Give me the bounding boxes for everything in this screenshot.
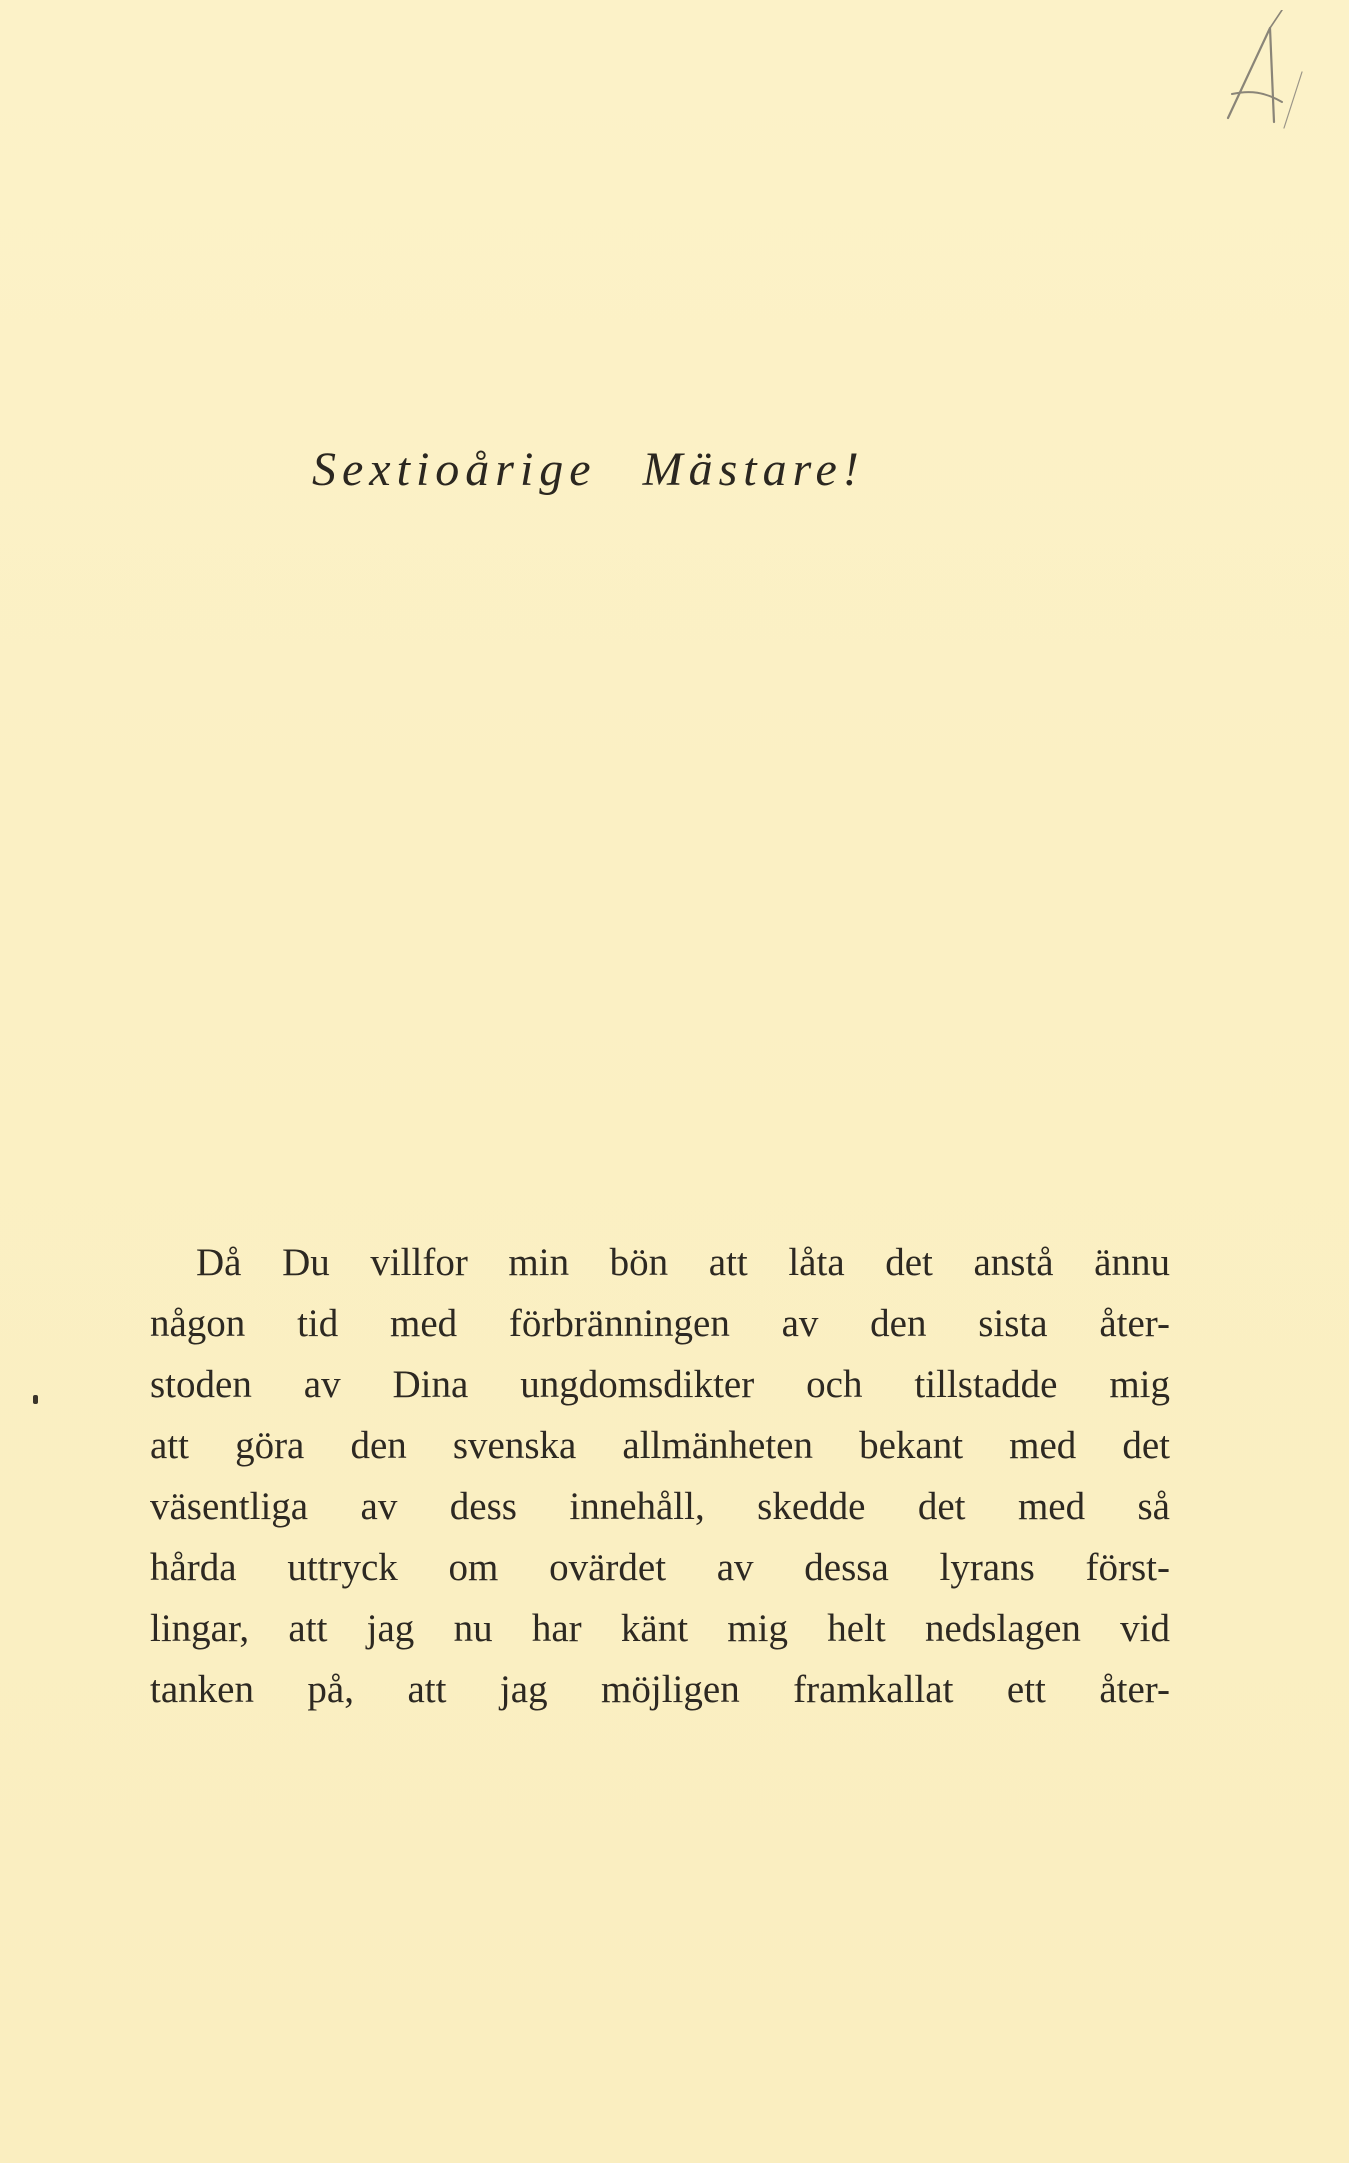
text-line: lingar, att jag nu har känt mig helt nedslagen vid [150,1607,1170,1650]
text-line: väsentliga av dess innehåll, skedde det med så [150,1485,1170,1528]
text-line: Då Du villfor min bön att låta det anstå ännu [196,1241,1170,1284]
text-line: någon tid med förbränningen av den sista åter- [150,1302,1170,1345]
text-line: hårda uttryck om ovärdet av dessa lyrans först- [150,1546,1170,1589]
text-line: stoden av Dina ungdomsdikter och tillstadde mig [150,1363,1170,1406]
text-line: att göra den svenska allmänheten bekant med det [150,1424,1170,1467]
pencil-page-mark [1210,10,1320,140]
text-line: tanken på, att jag möjligen framkallat ett åter- [150,1668,1170,1711]
body-paragraph [150,1232,1170,1720]
margin-speck [33,1395,38,1404]
salutation-heading: Sextioårige Mästare! [312,443,865,496]
